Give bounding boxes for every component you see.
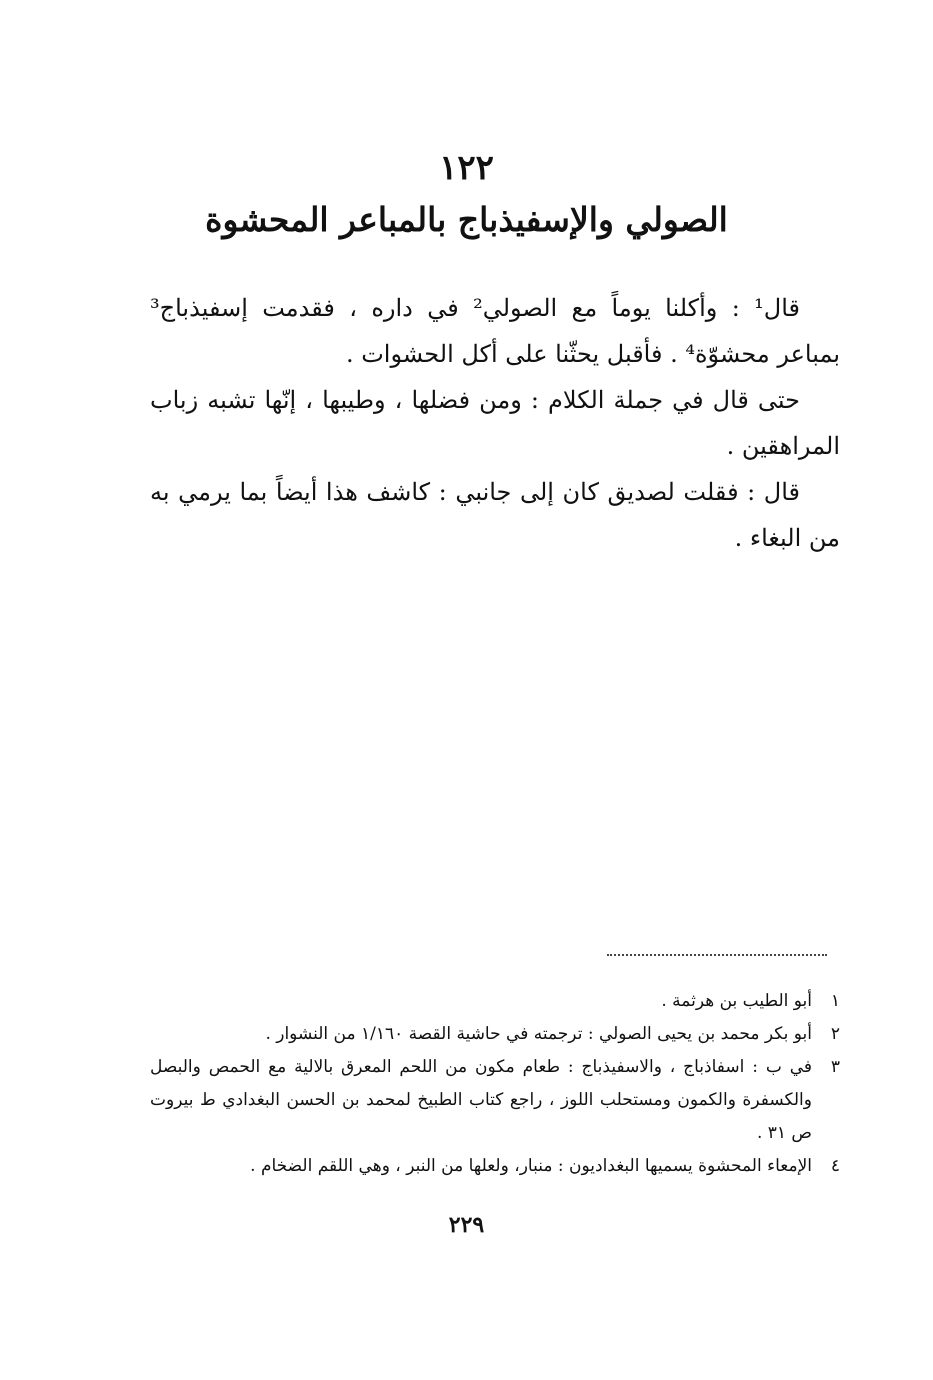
footnote-text: أبو بكر محمد بن يحيى الصولي : ترجمته في حاشية القصة ١/١٦٠ من النشوار .	[265, 1024, 812, 1044]
footnote-item	[150, 1150, 840, 1183]
footnote-text: الإمعاء المحشوة يسميها البغداديون : منبار، ولعلها من النبر ، وهي اللقم الضخام .	[250, 1156, 812, 1176]
body-paragraph: حتى قال في جملة الكلام : ومن فضلها ، وطيبها ، إنّها تشبه زباب المراهقين .	[150, 386, 840, 460]
footnote-text: أبو الطيب بن هرثمة .	[661, 991, 812, 1011]
footnote-item	[150, 985, 840, 1018]
page-number: ٢٢٩	[448, 1212, 485, 1238]
footnote-number: ١	[830, 991, 840, 1011]
body-paragraph: قال¹ : وأكلنا يوماً مع الصولي² في داره ، فقدمت إسفيذباج³ بمباعر محشوّة⁴ . فأقبل يحثّنا على أكل الحشوات .	[150, 294, 840, 368]
footnotes	[150, 985, 840, 1183]
body-paragraph: قال : فقلت لصديق كان إلى جانبي : كاشف هذا أيضاً بما يرمي به من البغاء .	[150, 478, 840, 552]
footnote-number: ٣	[830, 1057, 840, 1077]
footnote-divider	[607, 954, 827, 956]
story-body	[150, 285, 840, 561]
story-title: الصولي والإسفيذباج بالمباعر المحشوة	[205, 200, 728, 239]
footnote-text: في ب : اسفاذباج ، والاسفيذباج : طعام مكون من اللحم المعرق بالالية مع الحمص والبصل والكسفرة والكمون ومستحلب اللوز ، راجع كتاب الطبيخ لمحمد بن الحسن البغدادي ط بيروت ص ٣١ .	[150, 1057, 812, 1143]
footnote-item	[150, 1051, 840, 1150]
footnote-item	[150, 1018, 840, 1051]
footnote-number: ٤	[830, 1156, 840, 1176]
footnote-number: ٢	[830, 1024, 840, 1044]
story-number: ١٢٢	[439, 148, 494, 188]
